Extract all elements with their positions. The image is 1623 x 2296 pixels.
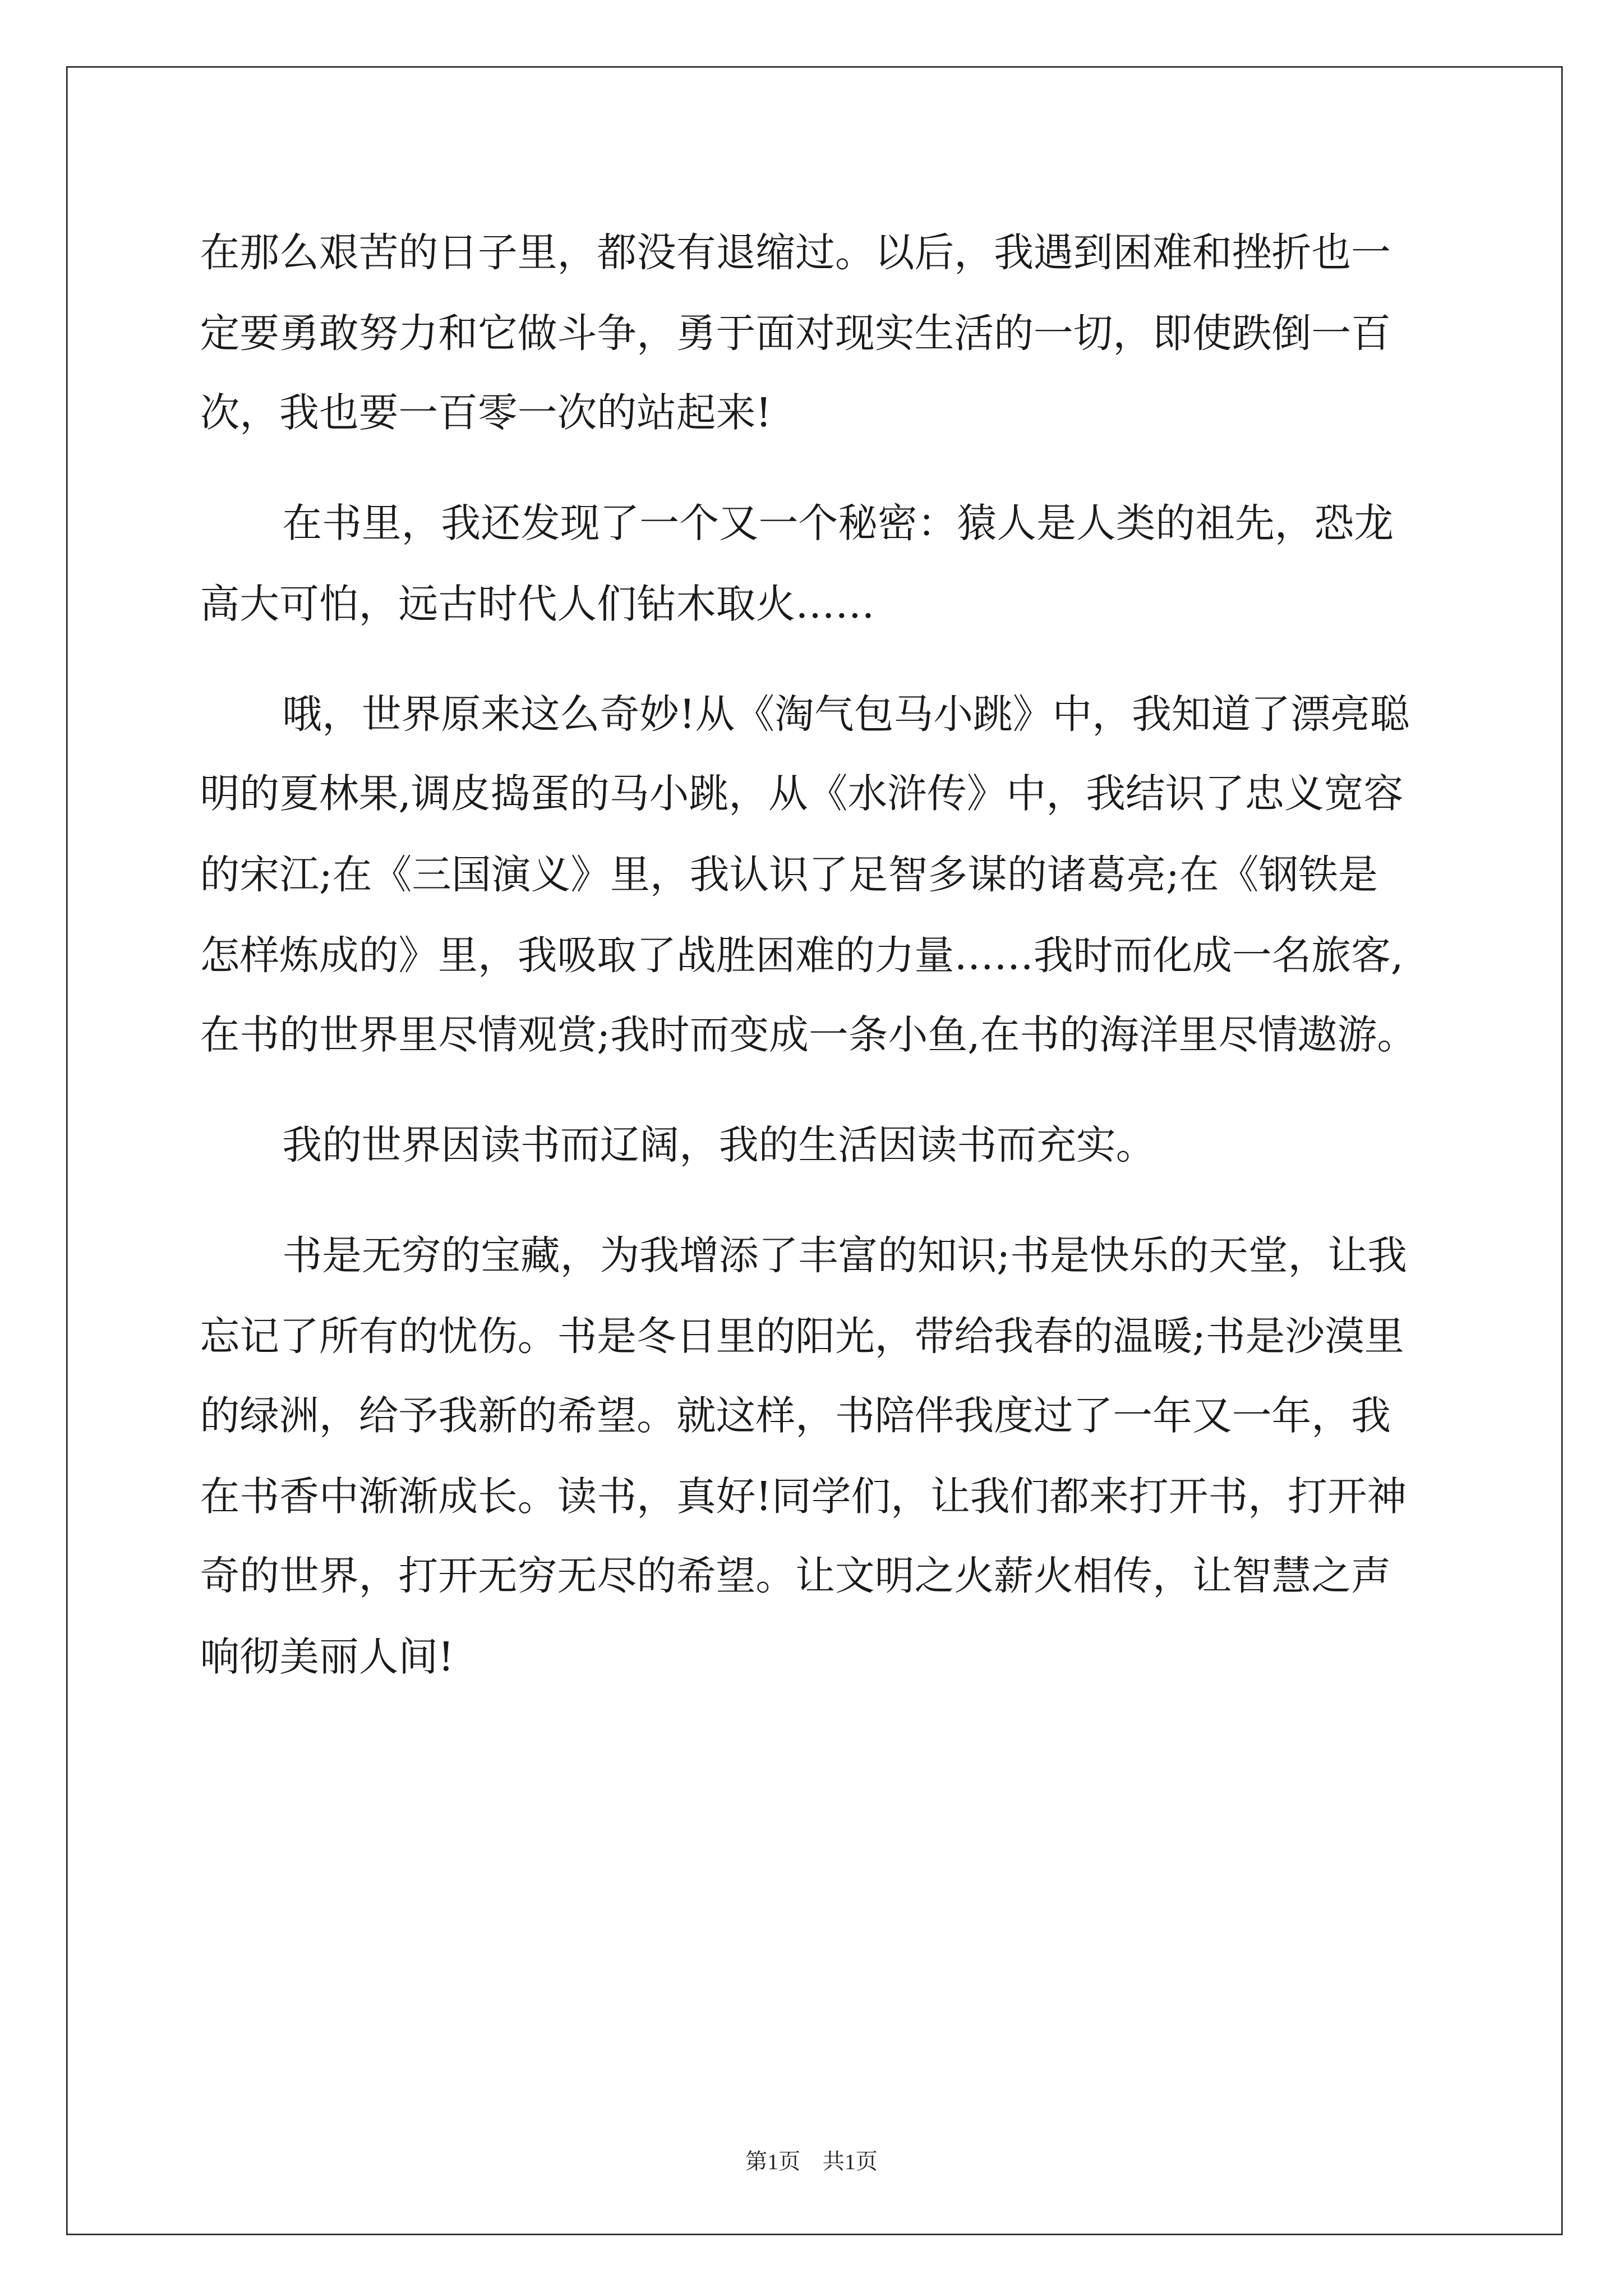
- text-line: 响彻美丽人间!: [200, 1635, 454, 1681]
- text-line: 在书香中渐渐成长。读书，真好!同学们，让我们都来打开书，打开神: [200, 1474, 1407, 1521]
- document-body: [200, 215, 1435, 1700]
- text-line: 次，我也要一百零一次的站起来!: [200, 391, 772, 438]
- text-line: 的宋江;在《三国演义》里，我认识了足智多谋的诸葛亮;在《钢铁是: [200, 853, 1378, 899]
- text-line: 书是无穷的宝藏，为我增添了丰富的知识;书是快乐的天堂，让我: [282, 1234, 1407, 1280]
- page-number-footer: 第1页 共1页: [745, 2151, 878, 2175]
- text-line: 在书的世界里尽情观赏;我时而变成一条小鱼,在书的海洋里尽情遨游。: [200, 1013, 1417, 1059]
- text-line: 在那么艰苦的日子里，都没有退缩过。以后，我遇到困难和挫折也一: [200, 231, 1391, 277]
- text-line: 在书里，我还发现了一个又一个秘密：猿人是人类的祖先，恐龙: [282, 501, 1394, 547]
- text-line: 高大可怕，远古时代人们钻木取火……: [200, 582, 875, 628]
- text-line: 我的世界因读书而辽阔，我的生活因读书而充实。: [282, 1124, 1156, 1170]
- text-line: 明的夏林果,调皮捣蛋的马小跳，从《水浒传》中，我结识了忠义宽容: [200, 772, 1404, 818]
- text-line: 奇的世界，打开无穷无尽的希望。让文明之火薪火相传，让智慧之声: [200, 1555, 1391, 1601]
- text-line: 忘记了所有的忧伤。书是冬日里的阳光，带给我春的温暖;书是沙漠里: [200, 1314, 1404, 1360]
- text-line: 哦，世界原来这么奇妙!从《淘气包马小跳》中，我知道了漂亮聪: [282, 692, 1410, 738]
- text-line: 怎样炼成的》里，我吸取了战胜困难的力量……我时而化成一名旅客,: [200, 933, 1404, 979]
- text-line: 定要勇敢努力和它做斗争，勇于面对现实生活的一切，即使跌倒一百: [200, 311, 1391, 357]
- text-line: 的绿洲，给予我新的希望。就这样，书陪伴我度过了一年又一年，我: [200, 1394, 1391, 1441]
